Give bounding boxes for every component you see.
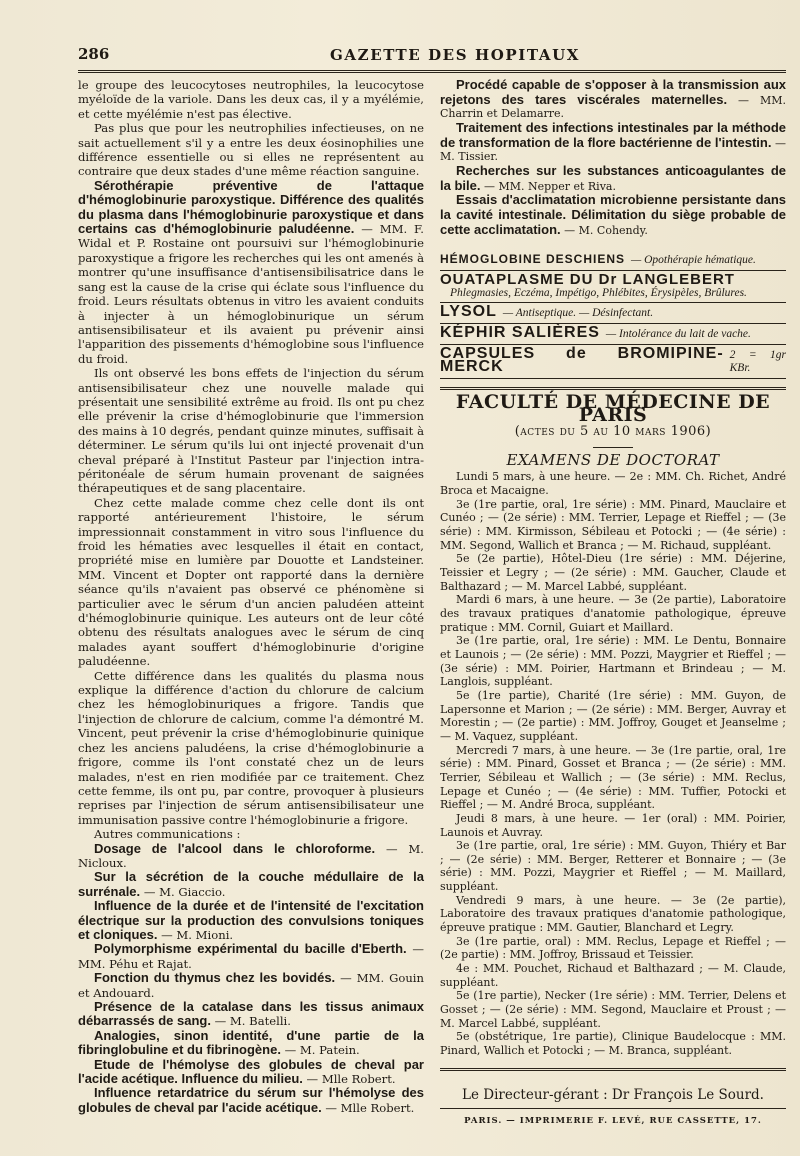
communication-title: Polymorphisme expérimental du bacille d'Eberth. (94, 941, 407, 957)
communication-author: — M. Mioni. (157, 927, 234, 942)
page-number: 286 (78, 45, 110, 63)
communication-author: — M. Tissier. (440, 136, 786, 164)
printer-line: PARIS. — IMPRIMERIE F. LEVÉ, RUE CASSETTE, 17. (464, 1116, 762, 1127)
ad-description: — Antiseptique. — Désinfectant. (502, 307, 654, 320)
communication-author: — M. Patein. (280, 1043, 360, 1058)
ad-line (440, 251, 786, 271)
exam-paragraph: 4e : MM. Pouchet, Richaud et Balthazard ; — M. Claude, suppléant. (440, 962, 786, 989)
ad-line (440, 271, 786, 303)
communication-item (440, 121, 786, 164)
communication-item (78, 1000, 424, 1029)
communication-title: Présence de la catalase dans les tissus animaux débarrassés de sang. (78, 999, 424, 1029)
communications-list (78, 842, 424, 1116)
header-rule (78, 70, 786, 73)
communication-item (78, 842, 424, 871)
exam-paragraph: Mercredi 7 mars, à une heure. — 3e (1re partie, oral, 1re série) : MM. Pinard, Gosset et Branca ; — (2e série) : MM. Terrier, Sébileau et Wallich ; — (3e série) : MM. Reclus, Lepage et Cunéo ; — (4e série) : MM. Tuffier, Potocki et Rieffel ; — M. André Broca, suppléant. (440, 743, 786, 812)
communication-author: — M. Nicloux. (78, 841, 424, 870)
article-body: ont poursuivi sur l'hémoglobinurie paroxystique a frigore les recherches qui les ont amenés à montrer qu'une insuffisance d'antisensibilisatrice dans le sang est la cause de la crise qui éclate sous l'influence du froid. Leurs résultats obtenus in vitro les avaient conduits à injecter à un hémoglobinurique un sérum antisensibilisateur et ils avaient pu prévenir ainsi l'apparition des pissements d'hémoglobine sous l'influence du froid. (78, 236, 425, 366)
ad-line (440, 324, 786, 345)
exam-paragraph: Vendredi 9 mars, à une heure. — 3e (2e partie), Laboratoire des travaux pratiques d'anatomie pathologique, épreuve pratique : MM. Gautier, Blanchard et Legry. (440, 893, 786, 935)
communication-author: — MM. Gouin et Andouard. (78, 971, 424, 1000)
communication-author: — MM. Charrin et Delamarre. (440, 93, 786, 121)
communication-author: — Mlle Robert. (302, 1072, 396, 1087)
exam-paragraph: Mardi 6 mars, à une heure. — 3e (2e partie), Laboratoire des travaux pratiques d'anatomie pathologique, épreuve pratique : MM. Cornil, Guiart et Maillard. (440, 593, 786, 634)
right-column (440, 78, 786, 1129)
communication-title: Dosage de l'alcool dans le chloroforme. (94, 840, 376, 856)
ad-name: LYSOL (440, 303, 497, 321)
ad-line (440, 303, 786, 324)
ad-description: — Intolérance du lait de vache. (605, 327, 751, 340)
communication-item (440, 193, 786, 237)
section-rule (440, 387, 786, 390)
exam-paragraph: 3e (1re partie, oral, 1re série) : MM. Guyon, Thiéry et Bar ; — (2e série) : MM. Berger, Retterer et Bonnaire ; — (3e série) : MM. Pozzi, Maygrier et Rieffel ; — M. Maillard, suppléant. (440, 839, 786, 894)
communication-title: Sur la sécrétion de la couche médullaire de la surrénale. (78, 869, 424, 899)
footer-rule (440, 1108, 786, 1109)
exam-paragraph: 5e (2e partie), Hôtel-Dieu (1re série) : MM. Déjerine, Teissier et Legry ; — (2e série) : MM. Gaucher, Claude et Balthazard ; — M. Marcel Labbé, suppléant. (440, 552, 786, 593)
exam-title: EXAMENS DE DOCTORAT (506, 450, 720, 469)
exam-paragraph: Jeudi 8 mars, à une heure. — 1er (oral) : MM. Poirier, Launois et Auvray. (440, 811, 786, 839)
exam-paragraph: 3e (1re partie, oral) : MM. Reclus, Lepage et Rieffel ; — (2e partie) : MM. Joffroy, Brissaud et Teissier. (440, 934, 786, 962)
communication-author: — MM. Nepper et Riva. (480, 179, 616, 193)
ad-name: OUATAPLASME DU Dr LANGLEBERT (440, 270, 735, 288)
communication-author: — MM. Péhu et Rajat. (78, 942, 424, 971)
ad-name: HÉMOGLOBINE DESCHIENS (440, 252, 626, 267)
communication-title: Influence de la durée et de l'intensité de l'excitation électrique sur la production des convulsions toniques et cloniques. (78, 898, 424, 942)
ad-description: Phlegmasies, Eczéma, Impétigo, Phlébites, Érysipèles, Brûlures. (450, 286, 747, 299)
communication-title: Fonction du thymus chez les bovidés. (94, 970, 336, 986)
paragraph: le groupe des leucocytoses neutrophiles, la leucocytose myéloïde de la variole. Dans les deux cas, il y a myélémie, et cette myélémie n'est pas élective. (78, 78, 424, 121)
communication-title: Etude de l'hémolyse des globules de cheval par l'acide acétique. Influence du milieu. (78, 1056, 424, 1087)
communication-title: Recherches sur les substances anticoagulantes de la bile. (440, 162, 786, 193)
paragraph: Cette différence dans les qualités du plasma nous explique la différence d'action du chlorure de calcium chez les hémoglobinuriques a frigore. Tandis que l'injection de chlorure de calcium, comme l'a démontré M. Vincent, peut prévenir la crise d'hémoglobinurie quinique chez les anciens paludéens, la crise d'hémoglobinurie a frigore, comme ils l'ont constaté chez un de leurs malades, n'est en rien modifiée par ce traitement. Chez cette femme, ils ont pu, par contre, provoquer à plusieurs reprises par l'injection de sérum antisensibilisateur une immunisation passive contre l'hémoglobinurie a frigore. (78, 668, 424, 827)
ad-description: 2 = 1gr KBr. (729, 348, 786, 375)
article-block (78, 179, 424, 366)
communication-title: Traitement des infections intestinales par la méthode de transformation de la flore bactérienne de l'intestin. (440, 119, 786, 150)
faculty-subtitle: (actes du 5 au 10 mars 1906) (514, 424, 712, 440)
communication-item (78, 899, 424, 942)
paragraph: Pas plus que pour les neutrophilies infectieuses, on ne sait actuellement s'il y a entre les deux éosinophilies une différence essentielle ou si elles ne représentent au contraire que deux stades d'une même réaction sanguine. (78, 121, 424, 179)
communications-list (440, 78, 786, 237)
communication-item (78, 1058, 424, 1087)
left-column (78, 78, 424, 1115)
exam-paragraph: Lundi 5 mars, à une heure. — 2e : MM. Ch. Richet, André Broca et Macaigne. (440, 470, 786, 498)
exam-paragraph: 3e (1re partie, oral, 1re série) : MM. Pinard, Mauclaire et Cunéo ; — (2e série) : MM. Terrier, Lepage et Rieffel ; — (3e série) : MM. Kirmisson, Sébileau et Potocki ; — (4e série) : MM. Segond, Wallich et Branca ; — M. Richaud, suppléant. (440, 497, 786, 552)
short-rule (593, 447, 633, 448)
communication-title: Essais d'acclimatation microbienne persistante dans la cavité intestinale. Délimitation du siège probable de cette acclimatation. (440, 192, 786, 237)
communication-item (440, 164, 786, 193)
communication-title: Analogies, sinon identité, d'une partie de la fibringlobuline et du fibrinogène. (78, 1027, 424, 1058)
communication-item (78, 1029, 424, 1058)
footer-rule (440, 1068, 786, 1071)
exam-paragraph: 5e (1re partie), Necker (1re série) : MM. Terrier, Delens et Gosset ; — (2e série) : MM. Segond, Mauclaire et Proust ; — M. Marcel Labbé, suppléant. (440, 989, 786, 1030)
ad-description: — Opothérapie hématique. (631, 254, 756, 267)
communication-item (440, 78, 786, 121)
communication-item (78, 1086, 424, 1115)
exam-paragraph: 5e (obstétrique, 1re partie), Clinique Baudelocque : MM. Pinard, Wallich et Potocki ; — M. Branca, suppléant. (440, 1030, 786, 1057)
ad-name: CAPSULES de BROMIPINE-MERCK (440, 344, 724, 376)
exam-paragraph: 5e (1re partie), Charité (1re série) : MM. Guyon, de Lapersonne et Marion ; — (2e série) : MM. Berger, Auvray et Morestin ; — (2e partie) : MM. Joffroy, Gouget et Jeanselme ; — M. Vaquez, suppléant. (440, 688, 786, 743)
communication-author: — Mlle Robert. (321, 1100, 415, 1115)
communication-title: Procédé capable de s'opposer à la transmission aux rejetons des tares viscérales maternelles. (440, 77, 786, 107)
communication-item (78, 942, 424, 971)
communication-author: — M. Batelli. (210, 1014, 291, 1029)
ad-line (440, 345, 786, 379)
communication-title: Influence retardatrice du sérum sur l'hémolyse des globules de cheval par l'acide acétique. (78, 1085, 424, 1115)
exam-paragraph: 3e (1re partie, oral, 1re série) : MM. Le Dentu, Bonnaire et Launois ; — (2e série) : MM. Pozzi, Maygrier et Rieffel ; — (3e série) : MM. Poirier, Hartmann et Brindeau ; — M. Langlois, suppléant. (440, 634, 786, 689)
paragraph: Ils ont observé les bons effets de l'injection du sérum antisensibilisateur chez une nouvelle malade qui présentait une sensibilité extrême au froid. Ils ont pu chez elle prévenir la crise d'hémoglobinurie que l'immersion des mains à 10 degrés, pendant quinze minutes, suffisait à déterminer. Le sérum qu'ils lui ont injecté provenait d'un cheval préparé à l'Institut Pasteur par l'injection intra-péritonéale de sérum humain provenant de saignées thérapeutiques et de sang placentaire. (78, 366, 424, 496)
running-head: GAZETTE DES HOPITAUX (330, 46, 581, 64)
article-title: Sérothérapie préventive de l'attaque d'hémoglobinurie paroxystique. Différence des qualités du plasma dans l'hémoglobinurie paroxystique et dans certains cas d'hémoglobinurie paludéenne. (78, 177, 424, 237)
communication-author: — M. Giaccio. (140, 884, 226, 899)
director-line: Le Directeur-gérant : Dr François Le Sourd. (462, 1086, 764, 1103)
faculty-title: FACULTÉ DE MÉDECINE DE PARIS (455, 390, 771, 427)
communication-item (78, 870, 424, 899)
ad-name: KÉPHIR SALIÈRES (440, 323, 600, 341)
advertisement-block (440, 251, 786, 379)
section-label: Autres communications : (94, 827, 241, 842)
article-authors: — MM. F. Widal et P. Rostaine (78, 222, 424, 251)
paragraph: Chez cette malade comme chez celle dont ils ont rapporté antérieurement l'histoire, le sérum impressionnait constamment in vitro sous l'influence du froid les hématies avec lesquelles il était en contact, propriété mise en lumière par Douotte et Landsteiner. MM. Vincent et Dopter ont rapporté dans la dernière séance qu'ils n'avaient pas observé ce phénomène si particulier avec le sérum d'un ancien paludéen atteint d'hémoglobinurie quinique. Les auteurs ont de leur côté obtenu des résultats analogues avec le sérum de cinq malades ayant souffert d'hémoglobinurie d'origine paludéenne. (78, 495, 424, 669)
communication-author: — M. Cohendy. (560, 223, 648, 237)
communication-item (78, 971, 424, 1000)
exam-list (440, 470, 786, 1057)
